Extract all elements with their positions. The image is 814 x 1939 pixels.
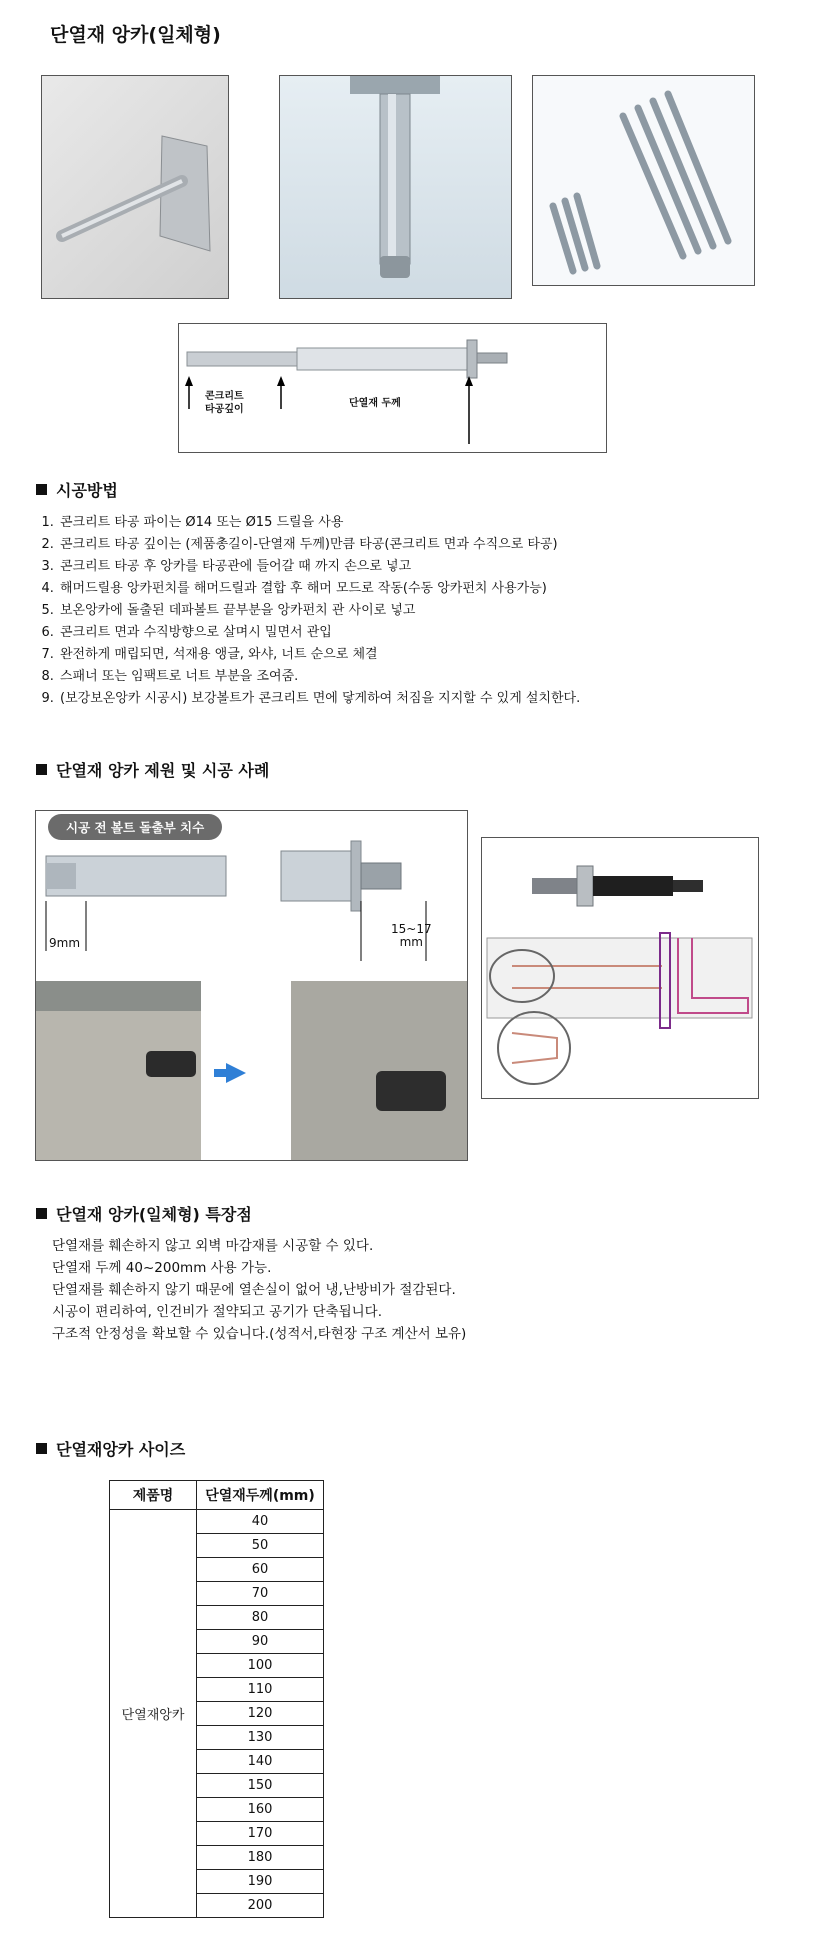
list-item: 3. 콘크리트 타공 후 앙카를 타공관에 들어갈 때 까지 손으로 넣고 [58,556,788,578]
list-item: 2. 콘크리트 타공 깊이는 (제품총길이-단열재 두께)만큼 타공(콘크리트 면과 수직으로 타공) [58,534,788,556]
feature-line: 단열재를 훼손하지 않기 때문에 열손실이 없어 냉,난방비가 절감된다. [52,1282,456,1298]
list-item: 5. 보온앙카에 돌출된 데파볼트 끝부분을 앙카펀치 관 사이로 넣고 [58,600,788,622]
table-cell: 60 [197,1558,324,1582]
dim-unit-label: mm [399,935,423,949]
installation-example-photo [35,810,468,1161]
table-cell: 90 [197,1630,324,1654]
feature-line: 시공이 편리하여, 인건비가 절약되고 공기가 단축됩니다. [52,1304,382,1320]
diagram-label-thickness: 단열재 두께 [349,398,401,409]
list-item: 7. 완전하게 매립되면, 석재용 앵글, 와샤, 너트 순으로 체결 [58,644,788,666]
table-cell: 40 [197,1510,324,1534]
table-cell: 150 [197,1774,324,1798]
list-item: 8. 스패너 또는 임팩트로 너트 부분을 조여줌. [58,666,788,688]
features-section-title: 단열재 앙카(일체형) 특장점 [36,1202,252,1225]
table-cell: 100 [197,1654,324,1678]
features-list [52,1235,752,1345]
list-item: 1. 콘크리트 타공 파이는 Ø14 또는 Ø15 드릴을 사용 [58,512,788,534]
table-cell: 140 [197,1750,324,1774]
table-cell: 160 [197,1798,324,1822]
anchor-photo-1 [41,75,229,299]
dim-9mm-label: 9mm [49,936,81,950]
diagram-label-concrete: 콘크리트 [205,391,244,402]
bullet-square-icon [36,484,47,495]
sizes-section-title: 단열재앙카 사이즈 [36,1437,185,1460]
table-cell: 50 [197,1534,324,1558]
method-section-title: 시공방법 [36,478,118,501]
table-cell: 120 [197,1702,324,1726]
feature-line: 단열재를 훼손하지 않고 외벽 마감재를 시공할 수 있다. [52,1238,374,1254]
feature-line: 구조적 안정성을 확보할 수 있습니다.(성적서,타현장 구조 계산서 보유) [52,1326,467,1342]
list-item: 9. (보강보온앙카 시공시) 보강볼트가 콘크리트 면에 닿게하여 처짐을 지지할 수 있게 설치한다. [58,688,788,710]
bolt-dimension-pill: 시공 전 볼트 돌출부 치수 [48,814,222,840]
table-cell: 170 [197,1822,324,1846]
diagram-label-depth: 타공깊이 [205,404,244,415]
anchor-section-drawing [481,837,759,1099]
bullet-square-icon [36,1208,47,1219]
col-product-header: 제품명 [110,1481,197,1510]
bullet-square-icon [36,764,47,775]
table-cell: 200 [197,1894,324,1918]
method-steps-list [28,512,788,710]
anchor-photo-3 [532,75,755,286]
feature-line: 단열재 두께 40~200mm 사용 가능. [52,1260,272,1276]
table-cell: 190 [197,1870,324,1894]
product-name-cell: 단열재앙카 [110,1510,197,1918]
list-item: 4. 해머드릴용 앙카펀치를 해머드릴과 결합 후 해머 모드로 작동(수동 앙카펀치 사용가능) [58,578,788,600]
table-cell: 80 [197,1606,324,1630]
table-cell: 110 [197,1678,324,1702]
list-item: 6. 콘크리트 면과 수직방향으로 살며시 밀면서 관입 [58,622,788,644]
table-cell: 130 [197,1726,324,1750]
col-thickness-header: 단열재두께(mm) [197,1481,324,1510]
anchor-photo-2 [279,75,512,299]
example-section-title: 단열재 앙카 제원 및 시공 사례 [36,758,269,781]
dim-bolt-label: 15~17 [391,922,432,936]
table-cell: 180 [197,1846,324,1870]
size-table [109,1480,324,1918]
bullet-square-icon [36,1443,47,1454]
page-title: 단열재 앙카(일체형) [50,24,221,46]
table-cell: 70 [197,1582,324,1606]
anchor-dimension-diagram [178,323,607,453]
